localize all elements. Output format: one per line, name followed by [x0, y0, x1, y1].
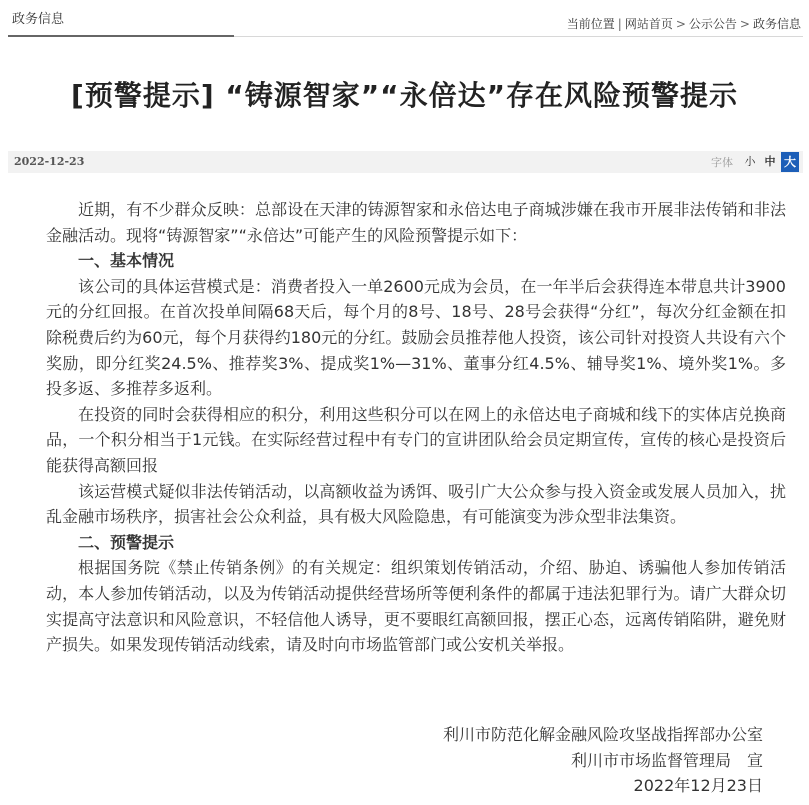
paragraph-risk: 该运营模式疑似非法传销活动，以高额收益为诱饵、吸引广大公众参与投入资金或发展人员加入，扰乱金融市场秩序，损害社会公众利益，具有极大风险隐患，有可能演变为涉众型非法集资。	[46, 481, 786, 527]
signature-date: 2022年12月23日	[633, 776, 763, 795]
paragraph-intro: 近期，有不少群众反映：总部设在天津的铸源智家和永倍达电子商城涉嫌在我市开展非法传销和非法金融活动。现将“铸源智家”“永倍达”可能产生的风险预警提示如下：	[46, 200, 786, 245]
section-tab-underline	[8, 35, 234, 37]
article-meta-bar	[8, 151, 803, 173]
paragraph-operation-mode: 该公司的具体运营模式是：消费者投入一单2600元成为会员，在一年半后会获得连本带息共计3900元的分红回报。在首次投单间隔68天后，每个月的8号、18号、28号会获得“分红”，每次分红金额在扣除税费后约为60元，每个月获得约180元的分红。鼓励会员推荐他人投资，该公司针对投资人共设有六个奖励，即分红奖24.5%、推荐奖3%、提成奖1%—31%、董事分红4.5%、辅导奖1%、境外奖1%。多投多返、多推荐多返利。	[46, 276, 786, 399]
signature-org-1: 利川市防范化解金融风险攻坚战指挥部办公室	[442, 725, 763, 744]
publish-date: 2022-12-23	[14, 155, 85, 168]
header-divider	[234, 36, 803, 37]
paragraph-points: 在投资的同时会获得相应的积分，利用这些积分可以在网上的永倍达电子商城和线下的实体店兑换商品，一个积分相当于1元钱。在实际经营过程中有专门的宣讲团队给会员定期宣传，宣传的核心是投资后能获得高额回报	[46, 404, 786, 475]
font-size-switcher	[711, 151, 799, 173]
signature-block	[443, 722, 763, 799]
breadcrumb-announcements-link[interactable]: 公示公告	[688, 17, 737, 31]
breadcrumb-home-link[interactable]: 网站首页	[624, 17, 673, 31]
font-size-small-button[interactable]: 小	[744, 155, 756, 168]
font-size-medium-button[interactable]: 中	[764, 155, 776, 168]
breadcrumb	[567, 15, 801, 32]
breadcrumb-separator: |	[617, 17, 622, 31]
breadcrumb-chevron: >	[675, 17, 686, 31]
breadcrumb-current-link[interactable]: 政务信息	[752, 17, 801, 31]
breadcrumb-chevron: >	[739, 17, 750, 31]
top-bar	[0, 0, 809, 38]
article-body	[46, 197, 786, 658]
font-size-label: 字体	[711, 156, 733, 169]
paragraph-regulation: 根据国务院《禁止传销条例》的有关规定：组织策划传销活动，介绍、胁迫、诱骗他人参加传销活动，本人参加传销活动，以及为传销活动提供经营场所等便利条件的都属于违法犯罪行为。请广大群众切实提高守法意识和风险意识，不轻信他人诱导，更不要眼红高额回报，摆正心态，远离传销陷阱，避免财产损失。如果发现传销活动线索，请及时向市场监管部门或公安机关举报。	[46, 558, 786, 655]
article-title: [预警提示] “铸源智家”“永倍达”存在风险预警提示	[71, 79, 738, 112]
section-tab[interactable]: 政务信息	[12, 12, 65, 27]
font-size-large-button[interactable]: 大	[781, 152, 799, 172]
signature-org-2: 利川市市场监督管理局 宣	[570, 750, 763, 770]
section-heading-basic: 一、基本情况	[78, 251, 175, 271]
breadcrumb-prefix: 当前位置	[566, 17, 615, 31]
section-heading-warning: 二、预警提示	[78, 532, 175, 552]
